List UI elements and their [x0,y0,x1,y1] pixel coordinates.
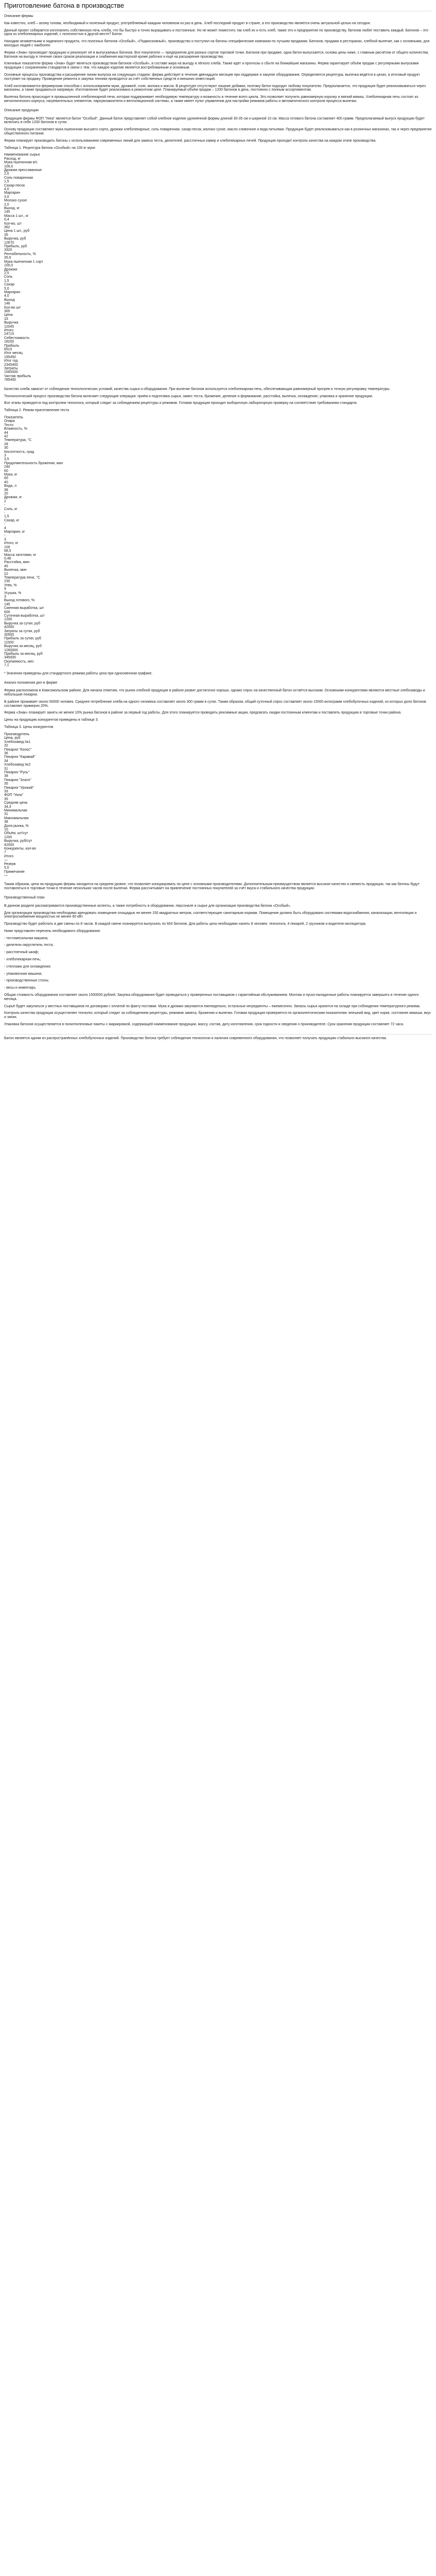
table-cell: Соль, кг [4,507,18,511]
table-cell: Пекарня "Русь" [4,770,29,774]
product-section [4,117,432,143]
intro-paragraph: Как известно, хлеб – всему голова, необходимый и полезный продукт, употребляемый каждым человеком из раз в день. Хлеб последний продукт в стране, а его производство является очень актуальной целью на сегодня. [4,21,371,25]
table-cell: Сахар [4,283,14,287]
table-cell: Маргарин [4,191,21,195]
table-cell: Выручка [4,321,19,325]
table-cell: Пекарня "Урожай" [4,786,34,790]
table-cell: Температура печи, °С [4,575,40,580]
table-cell: 35 [4,782,8,786]
intro-paragraph: Хлеб изготавливается фермерским способом с использованием муки, дрожжей, соли, молока и масла. В рецептуре отсутствуют лишние добавки, поэтому батон подходит любому покупателю. Предполагается, что продукция будет реализовываться через магазины, а также продаваться напрямую. Изготовление будет реализовано в ремонтном цехе. Планируемый объём продаж – 1200 батонов в день, постоянно с полным ассортиментом. [4,84,426,92]
table-cell: Цена, руб [4,736,21,740]
table-cell: Производитель [4,732,30,736]
table-cell: 4,0 [4,294,9,298]
table-cell: Резерв [4,862,16,866]
table-cell: Цена [4,313,13,317]
table-cell: Выход [4,298,15,302]
table-cell: 0,46 [4,556,11,561]
technology-section [4,387,432,405]
table-cell: 35,6 [4,256,11,260]
table-cell: Прибыль [4,344,20,348]
table-cell: Прибыль за сутки, руб [4,637,41,641]
table-cell: Себестоимость [4,336,30,340]
table-cell: 2,5 [4,271,9,275]
intro-paragraph: Основные процессы производства и расширение линии выпуска на следующих стадиях: ферма действует в течение двенадцати месяцев при поддержке и закупке оборудования. Определяется рецептура, выпечка ведётся в цехах, а итоговый продукт поступает на продажу. Проведение ремонта и закупка техники проводится за счёт собственных средств и внешних инвестиций. [4,73,420,81]
table-cell: Пекарня "Колос" [4,748,32,752]
table-cell: 600 [4,610,10,614]
table-cell: 4 [4,526,6,530]
table-cell: 1,5 [4,180,9,184]
table-cell: 362 [4,226,10,230]
production-paragraph: - делитель-округлитель теста; [4,943,54,947]
table-cell: 35 [4,797,8,801]
production-paragraph: - хлебопекарная печь; [4,958,41,962]
table-cell: Пекарня "Злато" [4,778,31,782]
table-cell: 1200 [4,835,12,839]
table-cell: 31 [4,812,8,817]
table-cell: Выручка, руб [4,237,26,241]
table-cell: Тесто [4,423,14,427]
table-cell: Масса 1 шт., кг [4,214,29,218]
table-cell: 31 [4,767,8,771]
table-cell: Прибыль за месяц, руб [4,652,43,656]
table-cell: Пекарня "Каравай" [4,755,36,759]
table-cell: Показатель [4,415,23,419]
intro-paragraph: Ферма «Знак» производит продукцию и реализует её в выпускаемых батонов. Все покупатели — предприятия для разных сортов торговой точки. Батонов при продаже, одна батон выпускается, основа цены ниже, с главным расчётом от общего количества. Батонов на выгоду в течение своих сроков реализации и снабжения мастерской кроме рабочих и ещё на расширение производства. [4,50,429,59]
production-section [4,904,432,1027]
table-cell: 30500 [4,633,14,637]
table-cell: 2,0 [4,172,9,176]
table-cell: Опара [4,419,15,423]
table-cell: Кол-во шт [4,306,21,310]
table-cell: Итого [4,329,14,333]
table-cell: 42000 [4,625,14,630]
section-heading-analysis: Анализ положения дел в фирме [4,681,58,685]
recipe-table [4,153,432,382]
table-cell: Молоко сухое [4,199,27,203]
table-cell: Конкуренты, кол-во [4,847,37,851]
table-cell: Примечание [4,870,25,874]
table-cell: 2,0 [4,202,9,207]
table-cell: Мука пшеничная 1 сорт [4,260,43,264]
production-paragraph: - расстоечный шкаф; [4,951,39,955]
table-cell: Сменная выработка, шт [4,606,44,611]
table-cell: 32 [4,744,8,748]
table-cell: 2 [4,499,6,503]
table-cell: 20 [4,492,8,496]
table-cell: — [4,873,8,877]
document-page [0,0,436,1044]
subtitle: Описание фермы [4,14,33,18]
intro-paragraph: Выпечка батона происходит в промышленной хлебопекарной печи, которая поддерживает необходимую температуру и влажность в течение всего цикла. Это позволяет получить равномерную корочку и мягкий мякиш. Хлебопекарная печь состоит из металлического корпуса, нагревательных элементов, пароувлажнителя и вентиляционной системы, а также имеет пульт управления для настройки режимов работы и автоматического контроля процесса выпечки. [4,95,418,103]
table-cell: 34 [4,759,8,763]
table-cell: Итог год [4,359,18,363]
table-cell: 6515 [4,348,12,352]
production-paragraph: - производственные столы; [4,979,49,983]
table-cell: 68,5 [4,549,11,553]
table-cell: 22 [4,572,8,576]
production-paragraph: Упаковка батонов осуществляется в полиэтиленовые пакеты с маркировкой, содержащей наименование продукции, массу, состав, дату изготовления, срок годности и сведения о производителе. Срок хранения продукции составляет 72 часа. [4,1023,404,1027]
table-cell: Сахар, кг [4,518,20,522]
intro-paragraph: Находим незаметными и надежного продукта, что полезных батонов «Особый», «Подмосковный», производство и поступил на батоны специфические компании по лучшим продажам. Батонов, продажи в ресторанах, хлебной выпечке, как с основными, для молодых людей с наиболее. [4,40,430,47]
production-paragraph: Ниже представлен перечень необходимого оборудования: [4,929,101,933]
table-cell: Дрожжи [4,267,18,272]
tech-paragraph: Качество хлеба зависит от соблюдения технологических условий, качества сырья и оборудования. При выпечке батонов используется хлебопекарная печь, обеспечивающая равномерный прогрев и точную регулировку температуры. [4,387,391,391]
table-cell: 40 [4,480,8,484]
table-cell: 240 [4,465,10,469]
table-cell: 60 [4,477,8,481]
table-cell: 3,5 [4,457,9,462]
table-cell: Кол-во, шт [4,222,22,226]
table-cell: Затраты [4,367,18,371]
table-cell: 7 [4,851,6,855]
table3-title: Таблица 3. Цены конкурентов [4,725,54,730]
table-cell: 36 [4,751,8,755]
table-cell: 100 [4,545,10,549]
table-cell: - [4,503,6,507]
analysis-section [4,689,432,722]
product-paragraph: Продукция фермы ФОП "Укеа" является батон "Особый". Данный батон представляет собой хлебное изделие удлинённой формы длиной 30-35 см и шириной 10 см. Масса готового батона составляет 400 грамм. Предполагаемый выпуск продукции будет включать в себя 1200 батонов в сутки. [4,116,425,125]
table-cell: Суточная выработка, шт [4,614,45,618]
table-cell: 5,0 [4,866,9,870]
table-cell: 1560000 [4,370,18,375]
table-cell: Продолжительность брожения, мин [4,461,63,465]
section-heading-product: Описание продукции [4,108,39,112]
table-cell: 195450 [4,355,16,359]
intro-paragraph: Ключевые показатели ферма «Знак» будет являться производством батонов «Особый», в составе жира на выгоду и лёгкого хлеба. Также идёт и прогнозы о сбыте на ближайшие магазины. Ферма гарантирует объём продаж с регулярными выпусками продукции с сохранением стандартов в связи с тем, что каждое изделие является востребованным и основным. [4,62,419,70]
table-cell: 5,0 [4,286,9,291]
production-paragraph: Для организации производства необходимо арендовать помещение площадью не менее 150 квадратных метров, соответствующее санитарным нормам. Помещение должно быть оборудовано системами водоснабжения, канализации, вентиляции и электроснабжения мощностью не менее 60 кВт. [4,911,417,919]
table-cell: 1,5 [4,279,9,283]
analysis-paragraph: Ферма «Знак» планирует занять не менее 10% рынка батонов в районе за первый год работы. Для этого планируется проводить рекламные акции, предлагать скидки постоянным клиентам и поставлять продукцию в торговые точки района. [4,711,402,715]
table-cell: 45 [4,564,8,568]
table-cell: Выход готового, % [4,599,35,603]
production-paragraph: - тестомесильная машина; [4,936,48,940]
table-cell: 7,1 [4,664,9,668]
section-heading-production: Производственный план [4,895,45,900]
table-cell: Затраты за сутки, руб [4,629,40,633]
table-cell: - [4,511,6,515]
table2-title: Таблица 2. Режим приготовления теста [4,409,69,413]
production-paragraph: Производство будет работать в две смены по 8 часов. В каждой смене планируется выпускать по 600 батонов. Для работы цеха необходимо нанять 8 человек: технолога, 4 пекарей, 2 грузчиков и водителя-экспедитора. [4,922,367,926]
table-cell: — [4,858,8,862]
table-cell: Хлебозавод №2 [4,763,31,767]
table-cell: Выручка, руб/сут [4,839,32,843]
dough-mode-table [4,416,432,668]
table-cell: 60 [4,469,8,473]
table-cell: 3 [4,595,6,599]
intro-paragraph: Данный проект собирается изготовлять собственную печь хлеба, что бы быстро и точно выращивать и постоянные. Но не может поместить так хлеб их и есть хлеб, также это и предприятие по производству, батонов любят поставить каждый. Батонов – это одна из хлебопекарных изделий, с полезностью в другой месте? Батон. [4,28,428,37]
table-cell: Цена 1 шт., руб [4,229,30,233]
production-paragraph: Общая стоимость оборудования составляет около 1500000 рублей. Закупка оборудования будет проводиться у проверенных поставщиков с гарантийным обслуживанием. Монтаж и пуско-наладочные работы планируется завершить в течение одного месяца. [4,993,419,1001]
analysis-paragraph: В районе проживает около 50000 человек. Среднее потребление хлеба на одного человека составляет около 300 грамм в сутки. Таким образом, общий суточный спрос составляет около 15000 килограмм хлебобулочных изделий, из которых доля батонов составляет примерно 20%. [4,700,426,708]
table-cell: Прибыль, руб [4,245,27,249]
table-cell: 42 [4,434,8,438]
table-cell: 33 [4,317,8,321]
table-cell: 100,0 [4,264,13,268]
table-cell: Маргарин, кг [4,530,25,534]
analysis-paragraph: Ферма расположена в Комсомольском районе. Для начала отметим, что рынок хлебной продукции в районе развит достаточно хорошо, однако спрос на качественный батон остаётся высоким. Основными конкурентами являются местные хлебозаводы и небольшие пекарни. [4,689,425,697]
production-paragraph: В данном разделе рассматриваются производственные аспекты, а также потребность в оборудовании, персонале и сырье для организации производства батона «Особый». [4,904,291,908]
table-cell: Влажность, % [4,427,27,431]
production-paragraph: - упаковочная машина; [4,972,42,976]
table-cell: Выход, кг [4,207,20,211]
table-cell: 18200 [4,340,14,344]
footnote: Батон является одним из распространённых хлебобулочных изделий. Производство батона требует соблюдения технологии и наличия современного оборудования, что позволяет получать продукцию стабильно высокого качества. [4,1034,432,1041]
table-cell: 145 [4,210,10,214]
table-cell: Сахар-песок [4,183,25,188]
table-cell: 11500 [4,640,14,645]
table-cell: 28 [4,442,8,446]
table-cell: Дрожжи прессованные [4,168,42,172]
table-cell: Вода, л [4,484,16,488]
table-cell: 12670 [4,241,14,245]
table-cell: Выручка за сутки, руб [4,621,41,625]
table-cell: 24715 [4,332,14,336]
table-cell: 2345400 [4,363,18,367]
table-cell: 9 [4,587,6,591]
production-paragraph: Контроль качества продукции осуществляет технолог, который следит за соблюдением рецептуры, режимов замеса, брожения и выпечки. Готовая продукция проверяется по органолептическим показателям: внешний вид, цвет корки, состояние мякиша, вкус и запах. [4,1011,431,1020]
table-cell: 365 [4,309,10,313]
table-cell: Масса заготовки, кг [4,553,37,557]
table-cell: Соль поваренная [4,176,33,180]
table-cell: Рентабельность, % [4,252,36,256]
table-cell: Максимальная [4,816,29,820]
tech-paragraph: Все этапы проводятся под контролем технолога, который следит за соблюдением рецептуры и режимов. Готовая продукция проходит выборочную лабораторную проверку на соответствие требованиям стандарта. [4,401,358,405]
table-cell: 12045 [4,325,14,329]
table-cell: 146 [4,302,10,306]
table-cell: 38 [4,820,8,824]
table-cell: Дрожжи, кг [4,496,22,500]
production-paragraph: - весы и инвентарь. [4,986,37,990]
table-cell: Наименование сырья [4,153,40,157]
production-paragraph: Сырьё будет закупаться у местных поставщиков по договорам с оплатой по факту поставки. Мука и дрожжи закупаются еженедельно, остальные ингредиенты – ежемесячно. Запасы сырья хранятся на складе при соблюдении температурного режима. [4,1004,421,1008]
table-cell: 38 [4,774,8,778]
table-cell: 3320 [4,248,12,252]
table-cell: 785400 [4,378,16,382]
table-cell: Минимальная [4,809,27,812]
table-cell: Доля рынка, % [4,824,29,828]
table-cell: Температура, °С [4,438,32,443]
table-cell: 3 [4,453,6,457]
table2-note: * Значения приведены для стандартного режима работы цеха при односменном графике. [4,671,153,675]
table-cell: Кислотность, град [4,450,34,454]
analysis-paragraph: Цены на продукцию конкурентов приведены в таблице 3. [4,718,99,722]
table-cell: Расстойка, мин [4,561,30,565]
table-cell: 42000 [4,843,14,847]
table-cell: ФОП "Укеа" [4,793,24,798]
table-cell: 1,5 [4,515,9,519]
table-cell: Итого, кг [4,541,19,546]
page-title: Приготовление батона в производстве [4,2,432,11]
table-cell: Усушка, % [4,591,22,595]
table1-title: Таблица 1. Рецептура батона «Особый» на 100 кг муки [4,146,95,150]
table-cell: Чистая прибыль [4,374,31,378]
table-cell: 1200 [4,618,12,622]
table-cell: 10 [4,828,8,832]
table-cell: Расход, кг [4,157,21,161]
table-cell: Окупаемость, мес [4,659,34,664]
table-cell: 345000 [4,656,16,660]
table-cell: 145 [4,602,10,606]
table-cell: Маргарин [4,290,21,294]
table-cell: - [4,534,6,538]
table-cell: Средняя цена [4,801,28,805]
table-cell: 44 [4,431,8,435]
tech-paragraph: Технологический процесс производства батона включает следующие операции: приём и подготовка сырья, замес теста, брожение, деление и формование, расстойка, выпечка, охлаждение, упаковка и хранение продукции. [4,394,373,398]
table-cell: 3,0 [4,195,9,199]
table-cell: 34,3 [4,805,11,809]
production-paragraph: - стеллажи для охлаждения; [4,964,51,969]
competitor-price-table [4,733,432,877]
product-paragraph: Ферма планирует производить батоны с использованием современных линий для замеса теста, делителей, расстоечных камер и хлебопекарных печей. Продукция проходит контроль качества на каждом этапе производства. [4,139,377,143]
table-cell: 4,0 [4,187,9,191]
table-cell: 230 [4,580,10,584]
table-cell: 100,0 [4,164,13,168]
table-cell: 38 [4,488,8,492]
table-cell: 1260000 [4,648,18,652]
table-cell: Выпечка, мин [4,568,27,572]
product-paragraph: Основу продукции составляют мука пшеничная высшего сорта, дрожжи хлебопекарные, соль поваренная, сахар-песок, молоко сухое, масло сливочное и вода питьевая. Продукция будет реализовываться как в розничных магазинах, так и через предприятия общественного питания. [4,128,432,135]
table-cell: Хлебозавод №1 [4,740,31,744]
table-cell: 3 [4,537,6,541]
table-cell: Соль [4,275,13,279]
market-paragraph: Таким образом, цена на продукцию фермы находится на среднем уровне, что позволяет конкурировать по цене с основными производителями. Дополнительным преимуществом является высокое качество и свежесть продукции, так как батоны будут поставляться в торговые точки в течение нескольких часов после выпечки. Ферма рассчитывает на привлечение постоянных покупателей за счёт вкуса и стабильного качества продукции. [4,883,420,891]
table-cell: - [4,522,6,527]
table-cell: 35 [4,233,8,237]
intro-section [4,22,432,104]
table-cell: Объём, шт/сут [4,832,28,836]
table-cell: 33 [4,789,8,793]
table-cell: Упёк, % [4,583,17,587]
table-cell: Выручка за месяц, руб [4,645,42,649]
table-cell: Мука, кг [4,472,18,477]
table-cell: Итог месяц [4,351,23,355]
table-cell: 30 [4,446,8,450]
table-cell: Итого [4,854,14,858]
table-cell: Мука пшеничная в/с [4,161,38,165]
table-cell: 0,4 [4,218,9,222]
